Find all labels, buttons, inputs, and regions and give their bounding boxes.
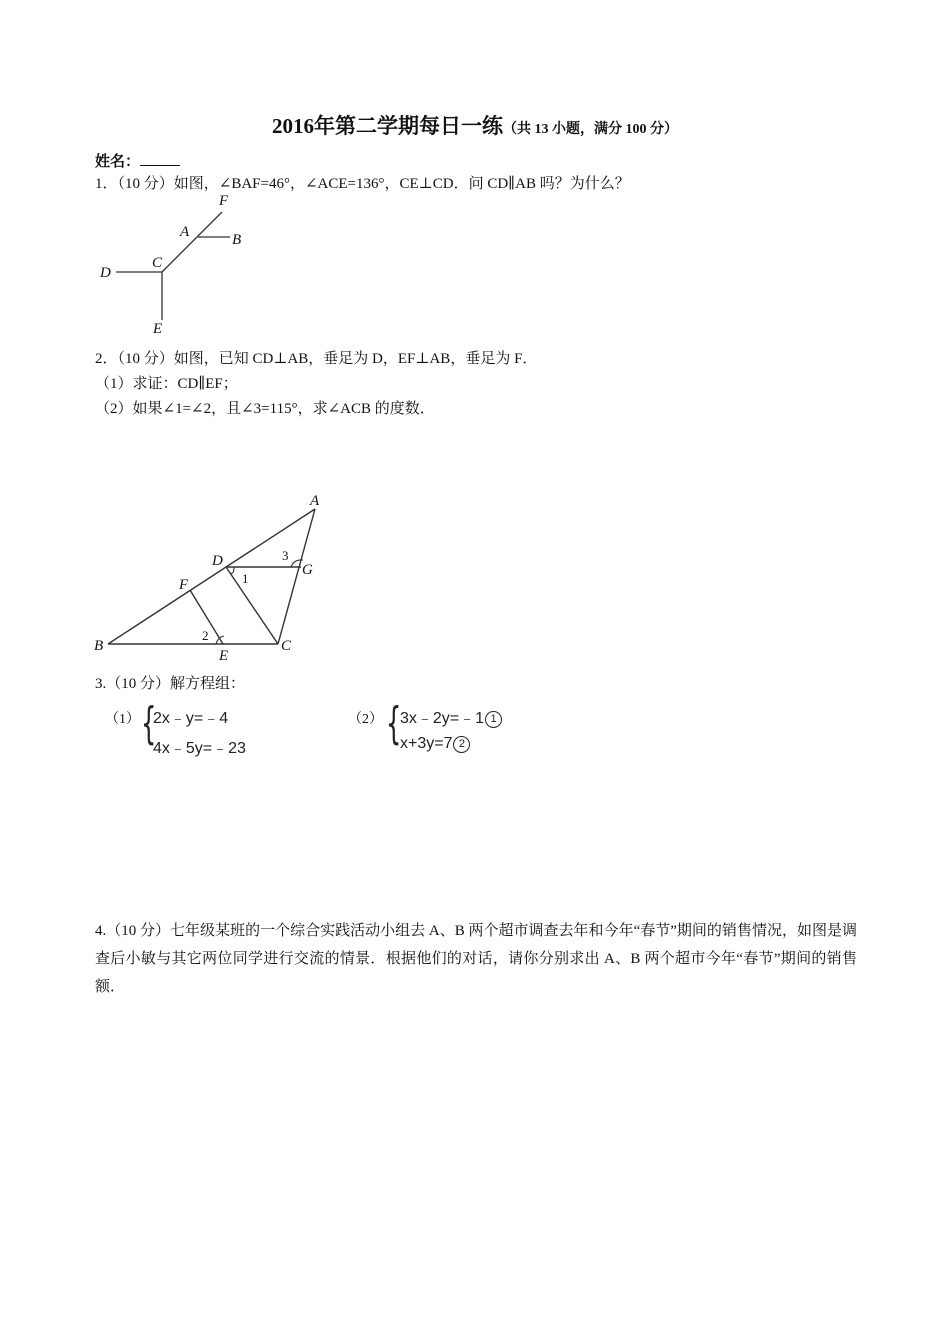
system-2-eq-2-row [400, 735, 470, 753]
label-a: A [180, 224, 190, 240]
name-blank[interactable] [140, 151, 180, 166]
system-2-brace: { [386, 698, 402, 749]
system-1-brace: { [141, 698, 157, 749]
system-2 [348, 700, 568, 764]
line-dc [226, 567, 278, 644]
label-f: F [179, 577, 189, 593]
name-label: 姓名： [95, 154, 141, 170]
label-c: C [281, 638, 292, 654]
system-2-eq-1: 3x﹣2y=﹣1 [400, 710, 485, 727]
label-e: E [219, 648, 229, 664]
system-1-label: （1） [105, 712, 140, 727]
label-c: C [152, 255, 163, 271]
system-1-eq-1: 2x﹣y=﹣4 [153, 710, 229, 727]
label-e: E [153, 321, 163, 337]
page-title [0, 110, 950, 140]
student-name-row [95, 150, 180, 171]
system-1-eq-2: 4x﹣5y=﹣23 [153, 740, 246, 757]
label-a: A [310, 493, 320, 509]
label-f: F [219, 193, 229, 209]
question-2-part-1: （1）求证：CD∥EF； [95, 376, 238, 392]
question-4-text: 4.（10 分）七年级某班的一个综合实践活动小组去 A、B 两个超市调查去年和今年“春节”期间的销售情况，如图是调查后小敏与其它两位同学进行交流的情景．根据他们的对话，请你分别求出 A、B 两个超市今年“春节”期间的销售额． [95, 923, 857, 995]
question-1-figure [90, 190, 260, 340]
system-2-eq-1-row [400, 705, 502, 728]
label-d: D [100, 265, 111, 281]
label-d: D [212, 553, 223, 569]
label-g: G [302, 562, 313, 578]
line-fc [162, 212, 222, 272]
circled-2-mark: 2 [453, 736, 470, 753]
question-2-figure [88, 485, 338, 665]
circled-1-mark: 1 [485, 711, 502, 728]
angle-1-arc [230, 567, 234, 573]
question-3-text: 3.（10 分）解方程组： [95, 676, 246, 692]
system-1 [105, 700, 345, 764]
system-2-label: （2） [348, 712, 383, 727]
title-subtitle: （共 13 小题，满分 100 分） [503, 122, 678, 137]
title-main: 2016年第二学期每日一练 [272, 114, 503, 138]
label-angle-2: 2 [202, 628, 209, 643]
question-2-text: 2．（10 分）如图，已知 CD⊥AB，垂足为 D，EF⊥AB，垂足为 F． [95, 351, 538, 367]
system-2-eq-2: x+3y=7 [400, 735, 453, 752]
label-angle-1: 1 [242, 571, 249, 586]
question-1-text: 1．（10 分）如图，∠BAF=46°，∠ACE=136°，CE⊥CD．问 CD∥AB 吗？为什么？ [95, 176, 630, 192]
question-2-part-2: （2）如果∠1=∠2，且∠3=115°，求∠ACB 的度数． [95, 401, 435, 417]
label-b: B [94, 638, 104, 654]
label-b: B [232, 232, 242, 248]
label-angle-3: 3 [282, 548, 289, 563]
